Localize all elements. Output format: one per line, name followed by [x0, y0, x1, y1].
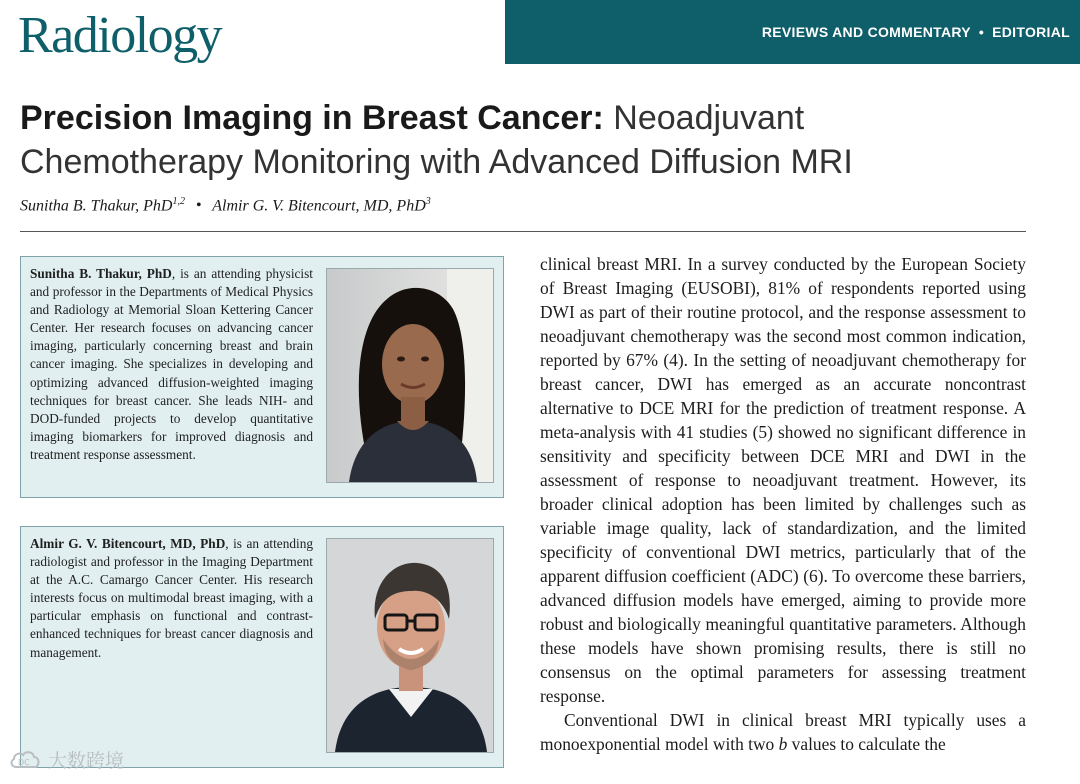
body-paragraph-2-end: values to calculate the — [787, 734, 946, 754]
svg-text:DC: DC — [18, 757, 30, 767]
article-body-column — [540, 252, 1026, 756]
portrait-2-image — [327, 539, 493, 752]
section-header-bar — [505, 0, 1080, 64]
author-photo-2 — [326, 538, 494, 753]
watermark-text: 大数跨境 — [48, 750, 125, 772]
author-bio-text-1 — [30, 265, 313, 464]
bio-description-1: , is an attending physicist and professor in the Departments of Medical Physics and Radiology at Memorial Sloan Kettering Cancer Center. Her research focuses on advancing cancer imaging, particularly concerning breast and brain cancer imaging. She specializes in developing and optimizing advanced diffusion-weighted imaging techniques for breast cancer. She leads NIH- and DOD-funded projects to develop quantitative imaging biomarkers for improved diagnosis and treatment response assessment. — [30, 266, 313, 462]
author-affil-2: 3 — [425, 196, 431, 207]
portrait-1-image — [327, 269, 493, 482]
article-title-bold: Precision Imaging in Breast Cancer: — [20, 99, 604, 137]
author-photo-1 — [326, 268, 494, 483]
section-separator: • — [978, 24, 985, 40]
author-bio-box-1 — [20, 256, 504, 498]
author-affil-1: 1,2 — [172, 196, 185, 207]
bio-description-2: , is an attending radiologist and professor in the Imaging Department at the A.C. Camargo Cancer Center. His research interests focus on multimodal breast imaging, with a particular emphasis on functional and contrast-enhanced techniques for breast cancer diagnosis and management. — [30, 536, 313, 660]
author-bio-box-2 — [20, 526, 504, 768]
watermark — [8, 746, 124, 773]
article-title — [20, 96, 1020, 184]
body-b-italic: b — [778, 734, 788, 754]
cloud-logo-icon — [8, 748, 42, 772]
author-name-2: Almir G. V. Bitencourt, MD, PhD — [212, 197, 426, 215]
article-title-rest: Neoadjuvant Chemotherapy Monitoring with Advanced Diffusion MRI — [20, 99, 853, 181]
body-paragraph-2-start: Conventional DWI in clinical breast MRI typically uses a monoexponential model with two — [540, 710, 1026, 754]
journal-logo: Radiology — [18, 7, 222, 64]
author-line — [20, 196, 431, 215]
author-name-1: Sunitha B. Thakur, PhD — [20, 197, 173, 215]
section-label: REVIEWS AND COMMENTARY — [761, 24, 971, 40]
author-bio-text-2 — [30, 535, 313, 662]
body-paragraph-1: clinical breast MRI. In a survey conducted by the European Society of Breast Imaging (EUSOBI), 81% of respondents reported using DWI as part of their routine protocol, and the response assessment to neoadjuvant chemotherapy was the second most common indication, reported by 67% (4). In the setting of neoadjuvant chemotherapy for breast cancer, DWI has emerged as an accurate noncontrast alternative to DCE MRI for the prediction of treatment response. A meta-analysis with 41 studies (5) showed no significant difference in sensitivity and specificity between DCE MRI and DWI in the assessment of response to neoadjuvant treatment. However, its broader clinical adoption has been limited by challenges such as variable image quality, lack of standardization, and the limited specificity of conventional DWI metrics, particularly that of the apparent diffusion coefficient (ADC) (6). To overcome these barriers, advanced diffusion models have emerged, aiming to provide more robust and biologically meaningful quantitative parameters. Although these models have shown promising results, there is still no consensus on the optimal parameters for assessing treatment response. — [540, 254, 1026, 706]
section-type-label: EDITORIAL — [992, 24, 1070, 40]
bio-name-2: Almir G. V. Bitencourt, MD, PhD — [30, 536, 226, 551]
bio-name-1: Sunitha B. Thakur, PhD — [30, 266, 172, 281]
header-divider — [20, 231, 1026, 232]
author-separator: • — [195, 197, 202, 215]
body-paragraph-2 — [540, 708, 1026, 756]
